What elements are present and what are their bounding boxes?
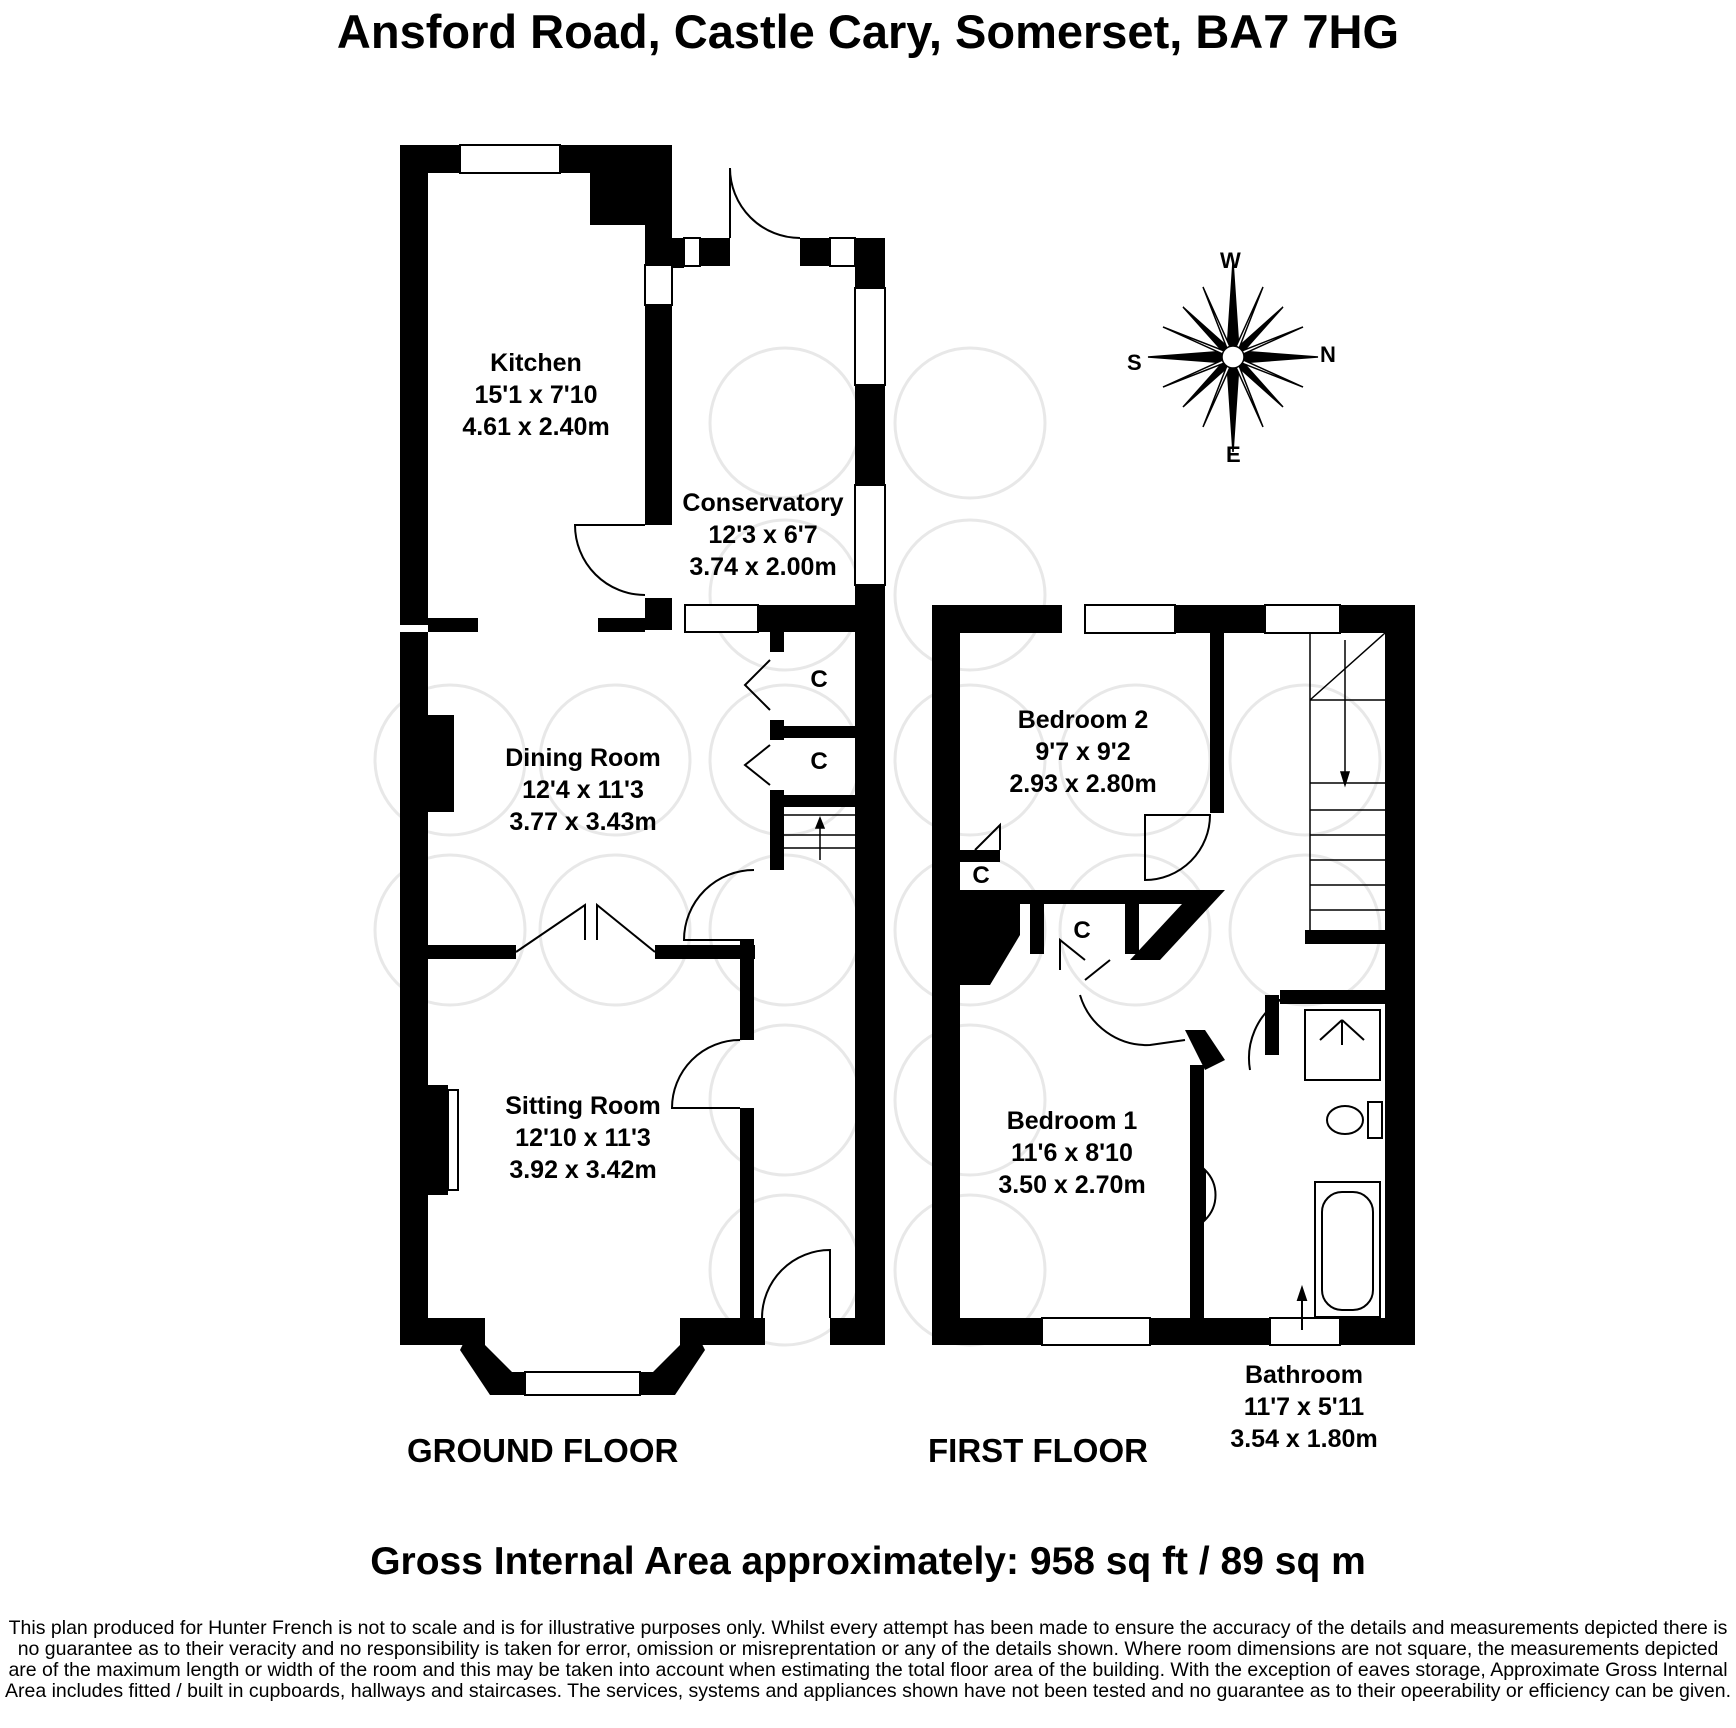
compass-west: W [1220,248,1241,273]
room-metric: 3.77 x 3.43m [509,808,657,836]
plan-title: Ansford Road, Castle Cary, Somerset, BA7 7HG [336,5,1400,58]
ground-floor-label: GROUND FLOOR [407,1432,679,1469]
first-floor-label: FIRST FLOOR [928,1432,1148,1469]
room-imperial: 15'1 x 7'10 [474,381,598,409]
room-name: Kitchen [490,349,582,377]
room-metric: 2.93 x 2.80m [1009,770,1157,798]
room-metric: 4.61 x 2.40m [462,413,610,441]
cupboard-label-2: C [810,748,828,775]
room-name: Dining Room [505,744,661,772]
cupboard-label-1: C [810,666,828,693]
room-imperial: 9'7 x 9'2 [1035,738,1131,766]
compass-rose [1148,262,1318,452]
room-sitting [478,1090,688,1186]
room-imperial: 12'10 x 11'3 [515,1124,651,1152]
room-metric: 3.92 x 3.42m [509,1156,657,1184]
room-name: Bathroom [1244,1361,1364,1389]
room-dining [478,742,688,838]
room-metric: 3.50 x 2.70m [998,1171,1146,1199]
room-metric: 3.74 x 2.00m [689,553,837,581]
room-name: Bedroom 2 [1017,706,1149,734]
room-conservatory [663,487,863,583]
cupboard-label-4: C [1073,917,1091,944]
room-imperial: 11'7 x 5'11 [1243,1393,1365,1421]
ground-stairs [784,815,855,860]
first-stairs [1310,633,1385,930]
disclaimer: This plan produced for Hunter French is not to scale and is for illustrative purposes only. Whilst every attempt has been made to ensure the accuracy of the details and measurements depicted there is no guarantee as to their veracity and no responsibility is taken for error, omission or misreprentation or any of the details shown. Where room dimensions are not square, the measurements depicted are of the maximum length or width of the room and this may be taken into account when estimating the total floor area of the building. With the exception of eaves storage, Approximate Gross Internal Area includes fitted / built in cupboards, hallways and staircases. The services, systems and appliances shown have not been tested and no guarantee as to their opeerability or efficiency can be given. [4,1617,1732,1702]
room-name: Sitting Room [505,1092,661,1120]
cupboard-label-3: C [972,862,990,889]
boiler-label: B [618,182,636,209]
compass-north: N [1320,342,1336,367]
room-name: Bedroom 1 [1006,1107,1138,1135]
room-kitchen [436,347,636,443]
room-imperial: 12'4 x 11'3 [522,776,644,804]
room-name: Conservatory [682,489,844,517]
room-imperial: 11'6 x 8'10 [1011,1139,1133,1167]
room-bedroom-2 [983,704,1183,800]
compass-south: S [1127,350,1142,375]
room-bedroom-1 [972,1105,1172,1201]
compass-east: E [1226,442,1241,467]
room-imperial: 12'3 x 6'7 [708,521,818,549]
bathroom-fixtures [1205,1010,1382,1330]
gross-internal-area: Gross Internal Area approximately: 958 sq ft / 89 sq m [370,1540,1366,1583]
room-bathroom [1204,1359,1404,1455]
room-metric: 3.54 x 1.80m [1230,1425,1378,1453]
